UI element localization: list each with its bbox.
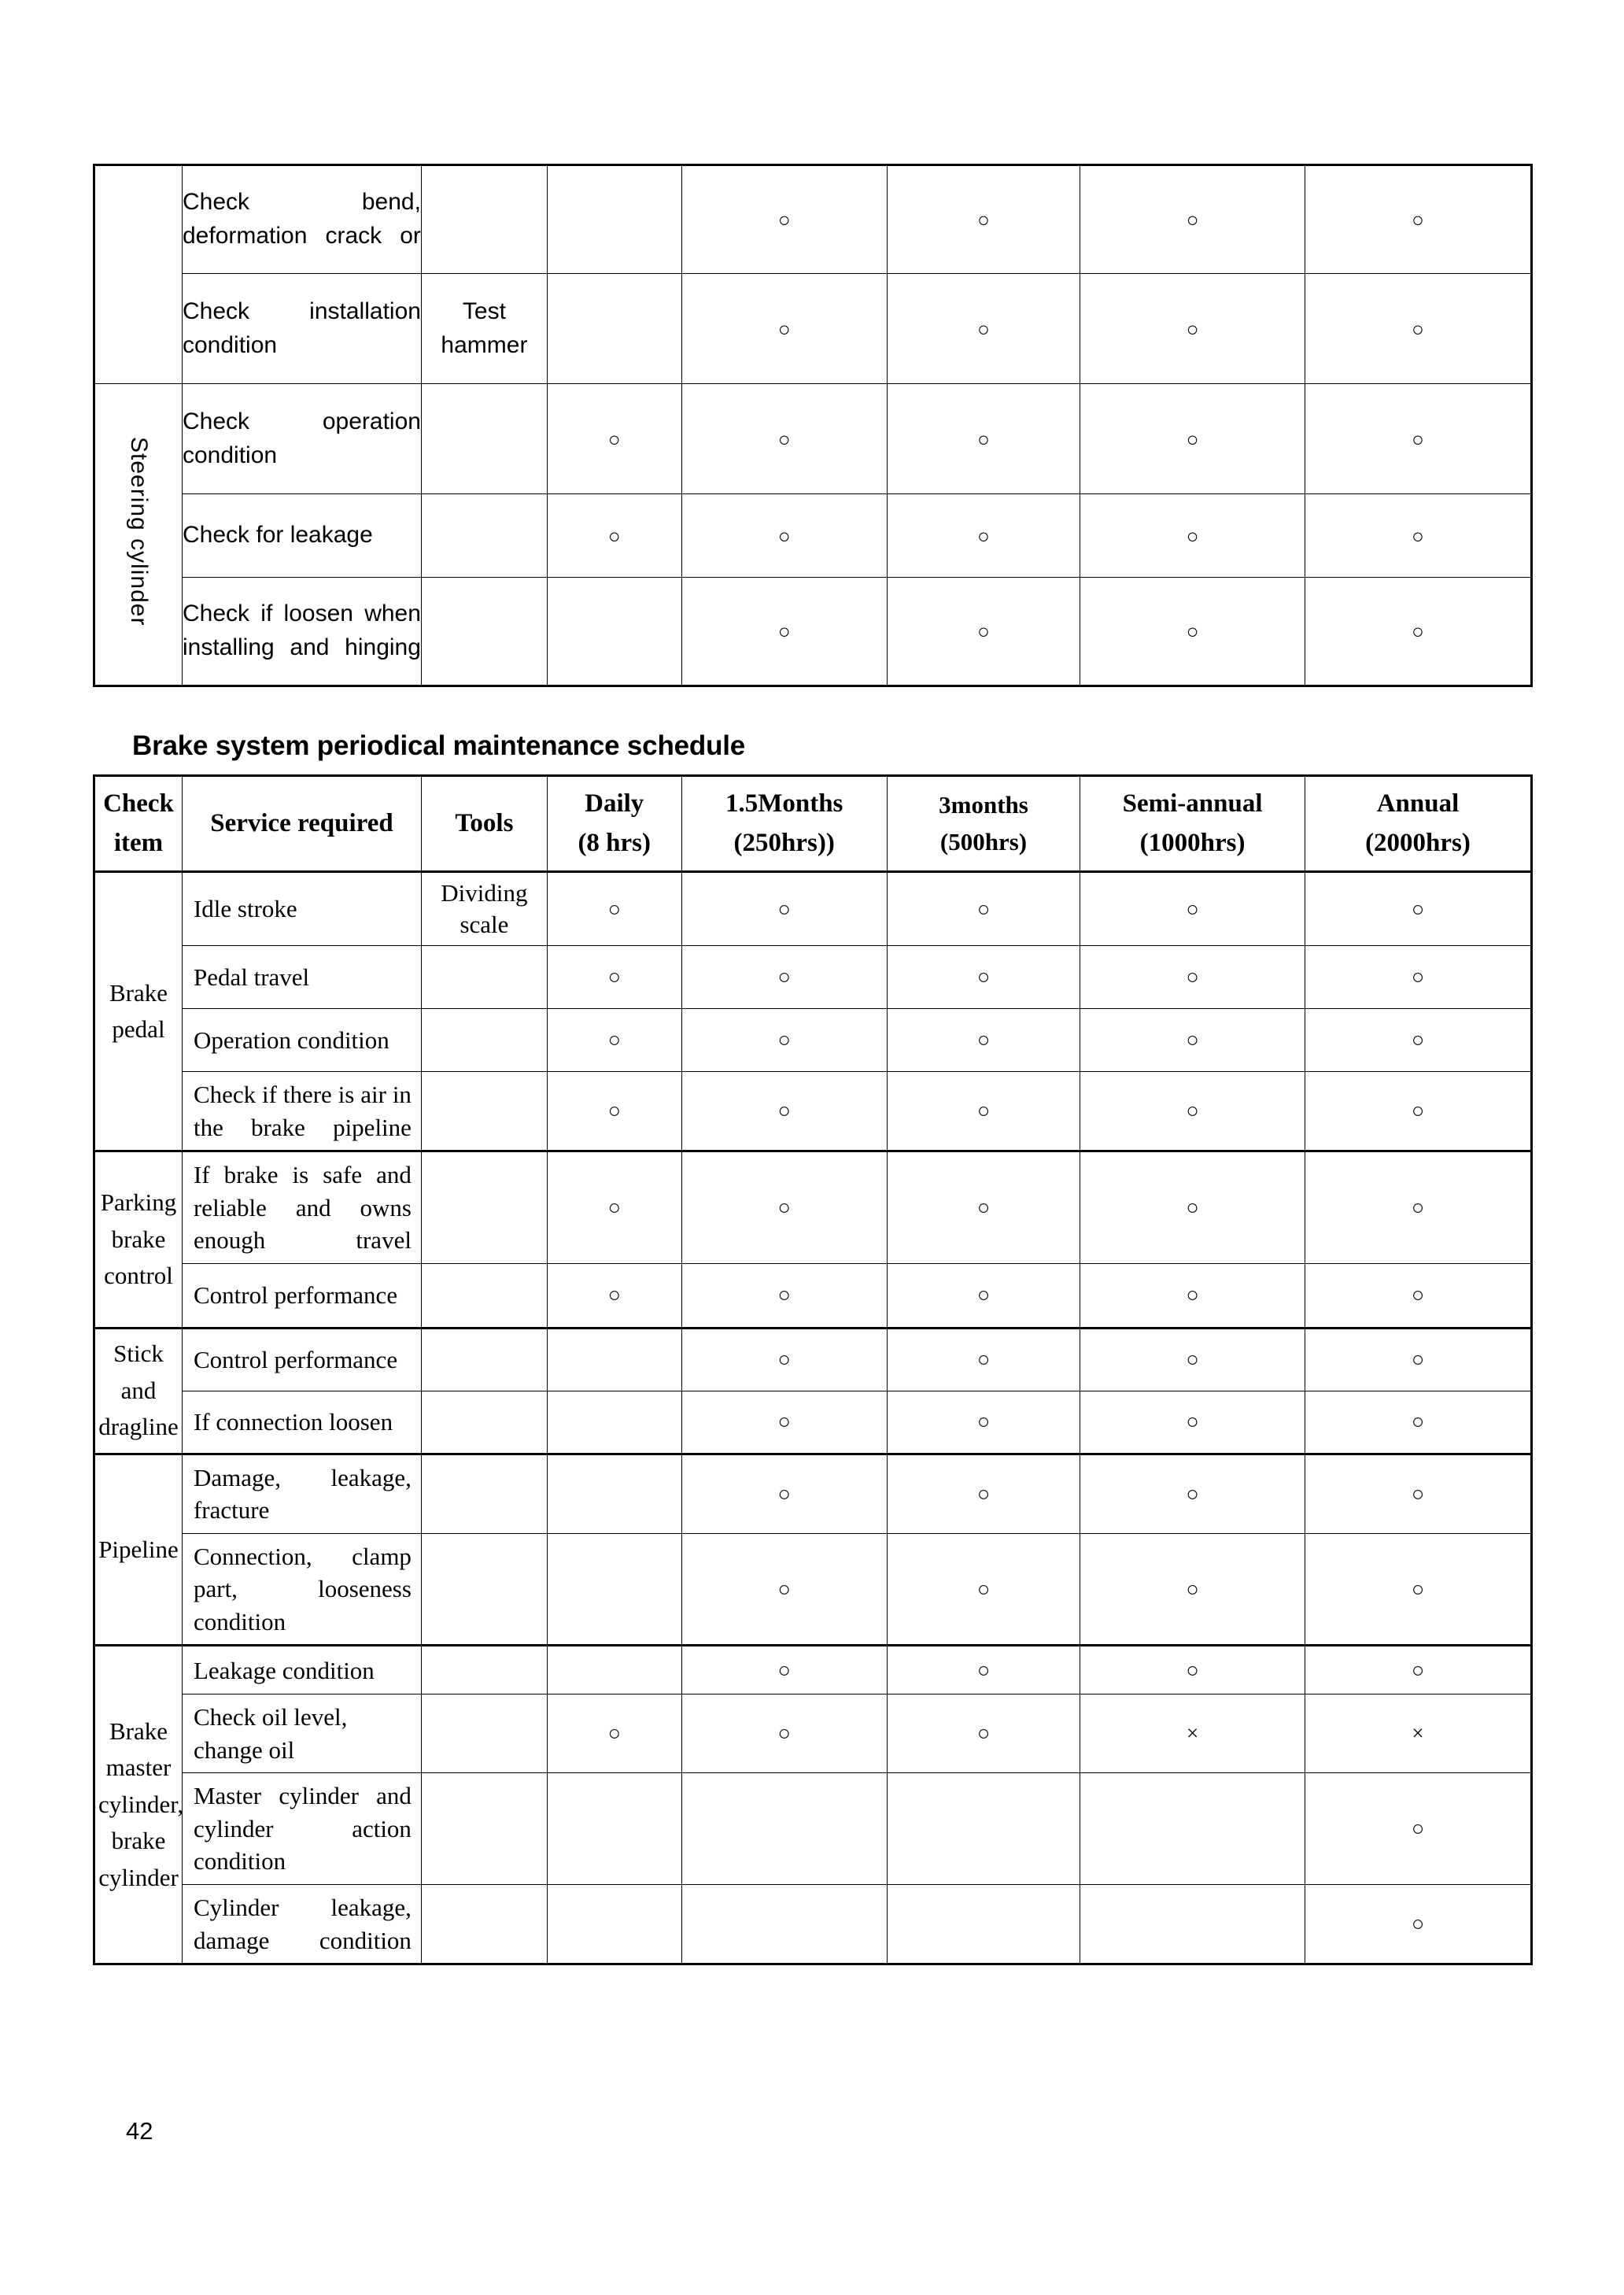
interval-mark-cell: ○	[547, 1694, 681, 1773]
service-required-cell: Leakage condition	[182, 1646, 421, 1694]
table-row	[94, 872, 1532, 946]
interval-mark-cell	[887, 1884, 1080, 1964]
interval-mark-cell: ○	[887, 872, 1080, 946]
service-required-cell: Check if loosen when installing and hinging	[182, 578, 421, 686]
interval-mark-cell: ○	[887, 1646, 1080, 1694]
interval-mark-cell: ○	[1305, 1391, 1531, 1454]
tools-cell	[421, 384, 547, 494]
header-line-bottom: (8 hrs)	[578, 828, 651, 857]
interval-mark-cell: ○	[1305, 1884, 1531, 1964]
interval-mark-cell: ○	[1305, 578, 1531, 686]
table-row	[94, 1884, 1532, 1964]
interval-mark-cell: ○	[1305, 165, 1531, 274]
interval-mark-cell: ○	[1305, 1646, 1531, 1694]
interval-mark-cell: ○	[1080, 872, 1305, 946]
interval-mark-cell: ○	[547, 1009, 681, 1072]
table-row	[94, 1072, 1532, 1151]
interval-mark-cell	[547, 1454, 681, 1533]
interval-mark-cell: ○	[1305, 1773, 1531, 1885]
interval-mark-cell: ○	[1305, 872, 1531, 946]
table-row	[94, 1328, 1532, 1391]
interval-mark-cell: ○	[1080, 1263, 1305, 1328]
steering-cylinder-table-container	[93, 164, 1533, 687]
service-required-cell: Master cylinder and cylinder action condition	[182, 1773, 421, 1885]
tools-cell	[421, 1884, 547, 1964]
interval-mark-cell: ○	[887, 165, 1080, 274]
category-cell: Pipeline	[94, 1454, 183, 1646]
tools-cell	[421, 1263, 547, 1328]
interval-mark-cell	[547, 165, 681, 274]
service-required-cell: Connection, clamp part, looseness condition	[182, 1533, 421, 1646]
interval-mark-cell	[547, 274, 681, 384]
table-row	[94, 578, 1532, 686]
service-required-cell: Control performance	[182, 1263, 421, 1328]
interval-mark-cell: ○	[1305, 1151, 1531, 1264]
header-line-top: Annual	[1376, 789, 1460, 818]
header-line: Service required	[210, 808, 393, 837]
interval-mark-cell: ×	[1305, 1694, 1531, 1773]
table-row	[94, 1391, 1532, 1454]
table-row	[94, 384, 1532, 494]
header-line-top: Daily	[585, 789, 644, 818]
table-row	[94, 1009, 1532, 1072]
interval-mark-cell: ○	[681, 384, 887, 494]
category-label: Steering cylinder	[125, 436, 152, 626]
category-cell: Brake master cylinder, brake cylinder	[94, 1646, 183, 1964]
service-required-cell: Idle stroke	[182, 872, 421, 946]
interval-mark-cell: ○	[887, 1328, 1080, 1391]
service-required-cell: Check bend, deformation crack or	[182, 165, 421, 274]
interval-mark-cell: ○	[1080, 494, 1305, 578]
service-required-cell: Check oil level, change oil	[182, 1694, 421, 1773]
interval-mark-cell: ○	[681, 1646, 887, 1694]
interval-mark-cell: ○	[681, 946, 887, 1009]
tools-cell	[421, 578, 547, 686]
interval-mark-cell: ○	[1080, 1072, 1305, 1151]
interval-mark-cell: ○	[547, 946, 681, 1009]
interval-mark-cell	[547, 1773, 681, 1885]
interval-mark-cell: ○	[547, 1072, 681, 1151]
table-row	[94, 494, 1532, 578]
interval-mark-cell: ○	[1080, 1328, 1305, 1391]
tools-cell	[421, 946, 547, 1009]
header-line-top: 3months	[939, 791, 1028, 819]
column-header-daily	[547, 776, 681, 872]
table-row	[94, 1454, 1532, 1533]
header-line: Check item	[103, 789, 174, 857]
brake-system-table-header	[94, 776, 1532, 872]
interval-mark-cell: ○	[1080, 165, 1305, 274]
interval-mark-cell	[887, 1773, 1080, 1885]
interval-mark-cell: ○	[681, 165, 887, 274]
interval-mark-cell: ○	[681, 578, 887, 686]
tools-cell	[421, 1773, 547, 1885]
tools-cell	[421, 1072, 547, 1151]
tools-cell	[421, 1328, 547, 1391]
interval-mark-cell	[547, 1391, 681, 1454]
table-row	[94, 1263, 1532, 1328]
interval-mark-cell	[547, 1533, 681, 1646]
interval-mark-cell: ○	[887, 946, 1080, 1009]
interval-mark-cell	[681, 1773, 887, 1885]
interval-mark-cell: ○	[547, 1151, 681, 1264]
table-row	[94, 165, 1532, 274]
header-line: Tools	[455, 808, 514, 837]
column-header-3-months	[887, 776, 1080, 872]
brake-system-table	[93, 774, 1533, 1965]
interval-mark-cell: ○	[681, 872, 887, 946]
interval-mark-cell: ○	[1305, 1072, 1531, 1151]
tools-cell	[421, 1454, 547, 1533]
interval-mark-cell: ○	[681, 1263, 887, 1328]
interval-mark-cell: ○	[887, 1391, 1080, 1454]
steering-cylinder-table	[93, 164, 1533, 687]
interval-mark-cell: ○	[1080, 1009, 1305, 1072]
interval-mark-cell: ○	[681, 1391, 887, 1454]
interval-mark-cell	[547, 578, 681, 686]
service-required-cell: Check operation condition	[182, 384, 421, 494]
interval-mark-cell: ○	[887, 1009, 1080, 1072]
table-row	[94, 1151, 1532, 1264]
interval-mark-cell: ○	[1080, 1151, 1305, 1264]
interval-mark-cell	[547, 1884, 681, 1964]
service-required-cell: Operation condition	[182, 1009, 421, 1072]
category-cell: Stick and dragline	[94, 1328, 183, 1454]
interval-mark-cell: ○	[1080, 946, 1305, 1009]
column-header-tools	[421, 776, 547, 872]
interval-mark-cell: ○	[1305, 1328, 1531, 1391]
interval-mark-cell: ○	[1305, 946, 1531, 1009]
service-required-cell: Control performance	[182, 1328, 421, 1391]
interval-mark-cell: ○	[1080, 274, 1305, 384]
header-line-bottom: (1000hrs)	[1139, 828, 1246, 857]
interval-mark-cell: ○	[547, 494, 681, 578]
brake-system-table-container	[93, 774, 1533, 1965]
header-line-top: 1.5Months	[725, 789, 843, 818]
interval-mark-cell: ○	[887, 1533, 1080, 1646]
table-row	[94, 1694, 1532, 1773]
interval-mark-cell: ○	[1080, 1646, 1305, 1694]
interval-mark-cell: ○	[547, 872, 681, 946]
column-header-annual	[1305, 776, 1531, 872]
tools-cell	[421, 1391, 547, 1454]
service-required-cell: Cylinder leakage, damage condition	[182, 1884, 421, 1964]
table-row	[94, 274, 1532, 384]
interval-mark-cell: ○	[1080, 1533, 1305, 1646]
interval-mark-cell: ○	[681, 1009, 887, 1072]
interval-mark-cell: ○	[1080, 1391, 1305, 1454]
interval-mark-cell: ○	[887, 1072, 1080, 1151]
interval-mark-cell: ○	[681, 1533, 887, 1646]
service-required-cell: Check installation condition	[182, 274, 421, 384]
interval-mark-cell: ○	[1080, 384, 1305, 494]
interval-mark-cell: ○	[1305, 1533, 1531, 1646]
interval-mark-cell: ○	[547, 384, 681, 494]
tools-cell	[421, 1151, 547, 1264]
interval-mark-cell: ○	[547, 1263, 681, 1328]
interval-mark-cell: ○	[681, 1072, 887, 1151]
service-required-cell: Damage, leakage, fracture	[182, 1454, 421, 1533]
interval-mark-cell: ×	[1080, 1694, 1305, 1773]
interval-mark-cell: ○	[681, 1694, 887, 1773]
table-row	[94, 1773, 1532, 1885]
interval-mark-cell: ○	[887, 1151, 1080, 1264]
interval-mark-cell: ○	[681, 1454, 887, 1533]
header-line-bottom: (250hrs))	[733, 828, 835, 857]
interval-mark-cell: ○	[887, 578, 1080, 686]
interval-mark-cell: ○	[1305, 1009, 1531, 1072]
service-required-cell: Check if there is air in the brake pipeline	[182, 1072, 421, 1151]
page-number: 42	[126, 2117, 153, 2145]
interval-mark-cell: ○	[681, 1328, 887, 1391]
header-line-bottom: (500hrs)	[939, 827, 1028, 856]
tools-cell	[421, 1009, 547, 1072]
category-cell: Parking brake control	[94, 1151, 183, 1329]
tools-cell	[421, 494, 547, 578]
interval-mark-cell: ○	[681, 494, 887, 578]
table-row	[94, 946, 1532, 1009]
interval-mark-cell: ○	[1305, 1454, 1531, 1533]
service-required-cell: Check for leakage	[182, 494, 421, 578]
column-header-check-item	[94, 776, 183, 872]
category-cell-steering-cylinder	[94, 384, 183, 686]
tools-cell	[421, 1646, 547, 1694]
header-row	[94, 776, 1532, 872]
interval-mark-cell: ○	[1080, 578, 1305, 686]
interval-mark-cell: ○	[887, 1694, 1080, 1773]
interval-mark-cell: ○	[1305, 384, 1531, 494]
table-row	[94, 1533, 1532, 1646]
interval-mark-cell: ○	[1080, 1454, 1305, 1533]
table-row	[94, 1646, 1532, 1694]
column-header-1-5-months	[681, 776, 887, 872]
interval-mark-cell	[547, 1646, 681, 1694]
category-cell: Brake pedal	[94, 872, 183, 1151]
tools-cell: Test hammer	[421, 274, 547, 384]
brake-system-table-title: Brake system periodical maintenance schedule	[132, 730, 746, 761]
tools-cell	[421, 1694, 547, 1773]
interval-mark-cell	[1080, 1773, 1305, 1885]
interval-mark-cell: ○	[1305, 274, 1531, 384]
tools-cell: Dividing scale	[421, 872, 547, 946]
interval-mark-cell: ○	[887, 494, 1080, 578]
header-line-bottom: (2000hrs)	[1365, 828, 1471, 857]
interval-mark-cell: ○	[887, 384, 1080, 494]
category-cell-blank	[94, 165, 183, 384]
column-header-semi-annual	[1080, 776, 1305, 872]
column-header-service-required	[182, 776, 421, 872]
service-required-cell: If brake is safe and reliable and owns enough travel	[182, 1151, 421, 1264]
interval-mark-cell: ○	[1305, 494, 1531, 578]
tools-cell	[421, 165, 547, 274]
interval-mark-cell: ○	[887, 1454, 1080, 1533]
service-required-cell: If connection loosen	[182, 1391, 421, 1454]
header-line-top: Semi-annual	[1122, 789, 1263, 818]
interval-mark-cell: ○	[681, 1151, 887, 1264]
interval-mark-cell: ○	[887, 1263, 1080, 1328]
service-required-cell: Pedal travel	[182, 946, 421, 1009]
interval-mark-cell	[1080, 1884, 1305, 1964]
interval-mark-cell	[681, 1884, 887, 1964]
interval-mark-cell	[547, 1328, 681, 1391]
tools-cell	[421, 1533, 547, 1646]
interval-mark-cell: ○	[681, 274, 887, 384]
interval-mark-cell: ○	[887, 274, 1080, 384]
interval-mark-cell: ○	[1305, 1263, 1531, 1328]
